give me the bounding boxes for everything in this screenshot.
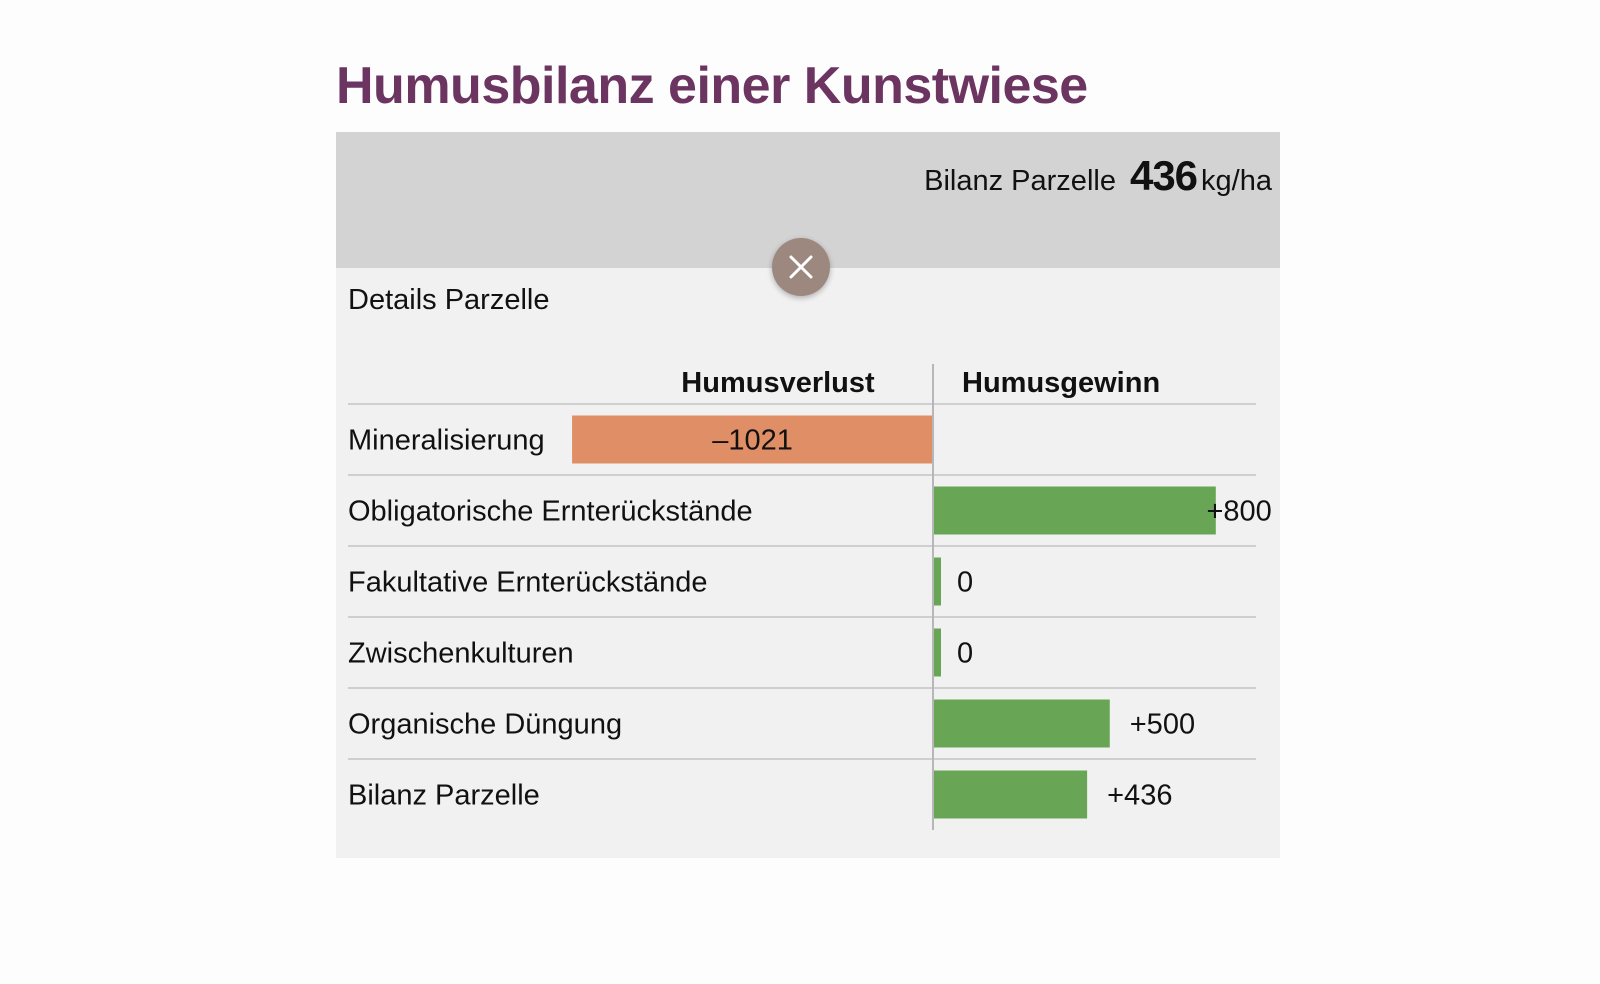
column-header-gain: Humusgewinn — [962, 367, 1161, 399]
bar-gain — [933, 629, 941, 677]
category-label: Organische Düngung — [348, 708, 623, 741]
data-label: –1021 — [712, 424, 793, 457]
bar-gain — [933, 487, 1216, 535]
bar-gain — [933, 771, 1087, 819]
humus-balance-panel — [336, 132, 1280, 858]
balance-summary-unit: kg/ha — [1201, 165, 1272, 197]
balance-summary-label: Bilanz Parzelle — [924, 165, 1116, 197]
category-label: Zwischenkulturen — [348, 637, 574, 670]
bar-gain — [933, 700, 1110, 748]
category-label: Fakultative Ernterückstände — [348, 566, 708, 599]
balance-summary-value: 436 — [1129, 152, 1198, 199]
category-label: Obligatorische Ernterückstände — [348, 495, 753, 528]
data-label: +500 — [1129, 708, 1196, 741]
data-label: +800 — [1206, 495, 1272, 528]
data-label: +436 — [1107, 779, 1173, 812]
column-header-loss: Humusverlust — [681, 367, 875, 399]
data-label: 0 — [957, 566, 974, 599]
category-label: Bilanz Parzelle — [348, 779, 540, 812]
humus-balance-chart — [336, 132, 1280, 858]
page-title: Humusbilanz einer Kunstwiese — [336, 57, 1088, 115]
bar-gain — [933, 558, 941, 606]
data-label: 0 — [957, 637, 974, 670]
category-label: Mineralisierung — [348, 424, 545, 457]
details-label: Details Parzelle — [348, 284, 550, 316]
